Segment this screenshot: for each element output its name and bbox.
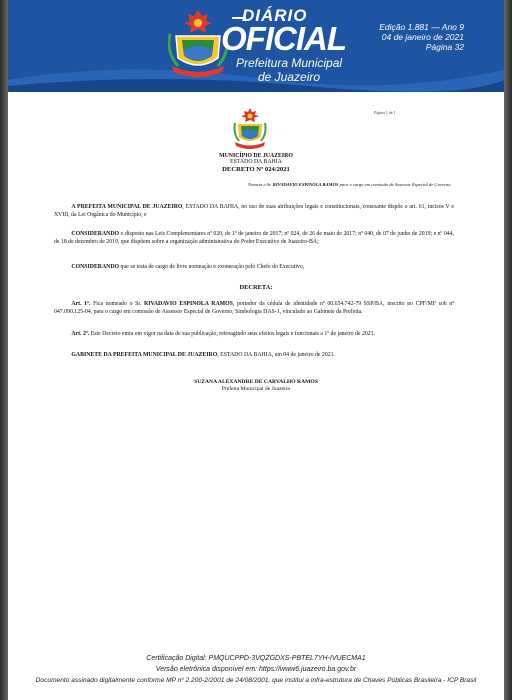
juazeiro-coat-of-arms-icon xyxy=(168,6,228,80)
article-1 xyxy=(54,300,454,316)
title-oficial: OFICIAL xyxy=(221,20,346,57)
gabinete-text: , ESTADO DA BAHIA, em 04 de janeiro de 2021. xyxy=(217,352,335,358)
article-1-name: RIVADAVIO ESPINOLA RAMOS xyxy=(144,301,233,307)
considerando-paragraph-2 xyxy=(54,263,454,271)
article-1-text-a: Fica nomeado o Sr. xyxy=(90,301,145,307)
edition-info xyxy=(354,22,464,52)
footer-versao-link[interactable]: Versão eletrônica disponível em: https://www6.juazeiro.ba.gov.br xyxy=(155,666,357,673)
edition-date: 04 de janeiro de 2021 xyxy=(381,32,464,42)
article-2-label: Art. 2º. xyxy=(71,331,90,337)
page-footer xyxy=(8,653,504,687)
subtitle-line-2: de Juazeiro xyxy=(258,70,321,84)
article-2 xyxy=(54,330,454,338)
page-edge-left xyxy=(0,0,8,700)
estado-heading: ESTADO DA BAHIA xyxy=(230,159,282,165)
considerando-paragraph-1 xyxy=(54,230,454,246)
article-1-text-b: , portador da cédula de identidade nº 00.654.742-79 SSP/BA, inscrito no CPF/MF sob nº 047.090.125-04, para o cargo em comissão de Assessor Especial de Governo, Simbologia DAS-1, vinculado ao Gabinete da Prefeita. xyxy=(54,301,454,315)
gabinete-bold: GABINETE DA PREFEITA MUNICIPAL DE JUAZEIRO xyxy=(71,352,218,358)
subtitle-line-1: Prefeitura Municipal xyxy=(236,56,343,70)
title-diario: DIÁRIO xyxy=(242,6,308,25)
footer-assinado: Documento assinado digitalmente conforme MP nº 2.200-2/2001 de 24/08/2001, que institui a infra-estrutura de Chaves Públicas Brasileira - ICP Brasil xyxy=(35,677,477,684)
considerando-2-bold: CONSIDERANDO xyxy=(71,264,120,270)
page-edge-right xyxy=(504,0,512,700)
page-marker: Página 1 de 1 xyxy=(374,110,396,115)
summary-prefix: Nomeia o Sr. xyxy=(248,182,273,187)
article-2-text: Este Decreto entra em vigor na data de sua publicação, retroagindo seus efeitos legais e funcionais a 1º de janeiro de 2021. xyxy=(89,331,375,337)
municipal-emblem-icon xyxy=(233,106,267,150)
summary-name: RIVADAVIO ESPINOLA RAMOS xyxy=(272,182,339,187)
summary-suffix: para o cargo em comissão de Assessor Especial de Governo. xyxy=(338,182,452,187)
preamble-text: , ESTADO DA BAHIA, no uso de suas atribuições legais e constitucionais, consoante dispõe o art. 61, incisos V e XVIII, da Lei Orgânica do Município, e xyxy=(54,204,454,218)
considerando-2-text: que se trata de cargo de livre nomeação e exoneração pelo Chefe do Executivo, xyxy=(119,264,305,270)
decreta-heading: DECRETA: xyxy=(239,284,273,291)
municipio-heading: MUNICÍPIO DE JUAZEIRO xyxy=(219,153,293,159)
gabinete-paragraph xyxy=(54,351,454,359)
signer-name: SUZANA ALEXANDRE DE CARVALHO RAMOS xyxy=(194,379,318,385)
preamble-paragraph xyxy=(54,203,454,219)
preamble-bold: A PREFEITA MUNICIPAL DE JUAZEIRO xyxy=(71,204,183,210)
article-1-label: Art. 1º. xyxy=(71,301,91,307)
decree-title: DECRETO Nº 024/2021 xyxy=(222,166,290,173)
diario-oficial-header xyxy=(8,0,504,92)
considerando-1-text: o disposto nas Leis Complementares nº 020, de 1º de janeiro de 2017; nº 024, de 26 de maio de 2017; nº 040, de 07 de junho de 2019; e nº 044, de 18 de dezembro de 2019, que dispõem sobre a organização administrativa do Poder Executivo de Juazeiro-BA; xyxy=(54,231,454,245)
footer-certificacao: Certificação Digital: PMQUCPPD-3VQZGDXS-PBTEL7YH-IVUECMA1 xyxy=(146,655,366,662)
signer-title: Prefeita Municipal de Juazeiro xyxy=(221,386,291,392)
considerando-1-bold: CONSIDERANDO xyxy=(71,231,120,237)
decree-summary xyxy=(248,182,458,188)
edition-page: Página 32 xyxy=(425,42,464,52)
edition-number: Edição 1.881 — Ano 9 xyxy=(379,22,464,32)
